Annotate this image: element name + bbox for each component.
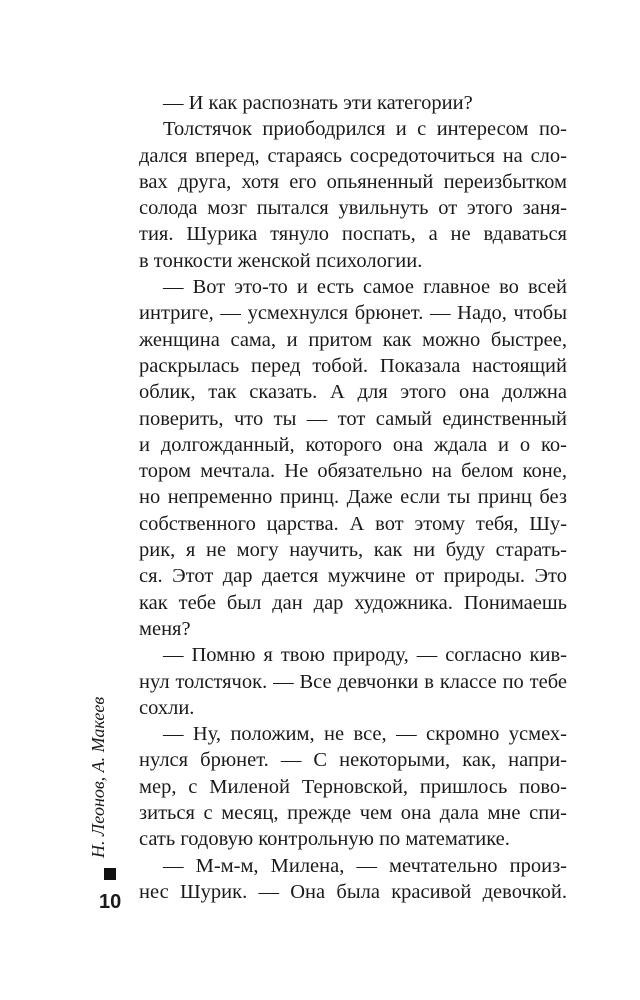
text-line: облик, так сказать. А для этого она должна	[139, 381, 567, 404]
text-line: мер, с Миленой Терновской, пришлось пово-	[139, 775, 567, 798]
text-line: в тонкости женской психологии.	[139, 249, 423, 272]
text-line: — И как распознать эти категории?	[163, 92, 473, 114]
text-line: сать годовую контрольную по математике.	[139, 828, 510, 851]
page-number: 10	[99, 891, 122, 913]
text-line: Толстячок приободрился и с интересом по-	[163, 118, 567, 141]
text-line: зиться с месяц, прежде чем она дала мне спи-	[139, 802, 567, 825]
text-line: собственного царства. А вот этому тебя, Шу-	[139, 512, 567, 535]
text-line: интриге, — усмехнулся брюнет. — Надо, чтобы	[139, 302, 567, 325]
text-line: — Помню я твою природу, — согласно кив-	[163, 644, 567, 667]
text-line: раскрылась перед тобой. Показала настоящий	[139, 354, 567, 377]
text-line: — М-м-м, Милена, — мечтательно произ-	[163, 854, 567, 877]
text-line: но непременно принц. Даже если ты принц без	[139, 486, 567, 509]
text-line: и долгожданный, которого она ждала и о ко-	[139, 433, 567, 456]
body-text	[139, 90, 567, 905]
text-line: рик, я не могу научить, как ни буду старать-	[139, 539, 567, 562]
text-line: — Вот это-то и есть самое главное во всей	[163, 276, 567, 299]
text-line: тором мечтала. Не обязательно на белом коне,	[139, 460, 567, 483]
text-line: поверить, что ты — тот самый единственный	[139, 407, 567, 430]
text-line: меня?	[139, 617, 191, 640]
text-line: ся. Этот дар дается мужчине от природы. Это	[139, 565, 567, 588]
text-line: — Ну, положим, не все, — скромно усмех-	[163, 723, 567, 746]
text-line: солода мозг пытался увильнуть от этого заня-	[139, 197, 567, 220]
text-line: женщина сама, и притом как можно быстрее,	[139, 328, 567, 351]
text-line: нул толстячок. — Все девчонки в классе по тебе	[139, 670, 567, 693]
text-line: нулся брюнет. — С некоторыми, как, напри-	[139, 749, 567, 772]
running-head-authors: Н. Леонов, А. Макеев	[88, 696, 108, 858]
section-marker	[104, 868, 116, 880]
text-line: сохли.	[139, 696, 195, 719]
text-line: вах друга, хотя его опьяненный переизбытком	[139, 170, 567, 193]
text-line: нес Шурик. — Она была красивой девочкой.	[139, 880, 567, 903]
text-line: тия. Шурика тянуло поспать, а не вдаваться	[139, 223, 567, 246]
text-line: как тебе был дан дар художника. Понимаешь	[139, 591, 567, 614]
text-line: дался вперед, стараясь сосредоточиться на сло-	[139, 144, 567, 167]
